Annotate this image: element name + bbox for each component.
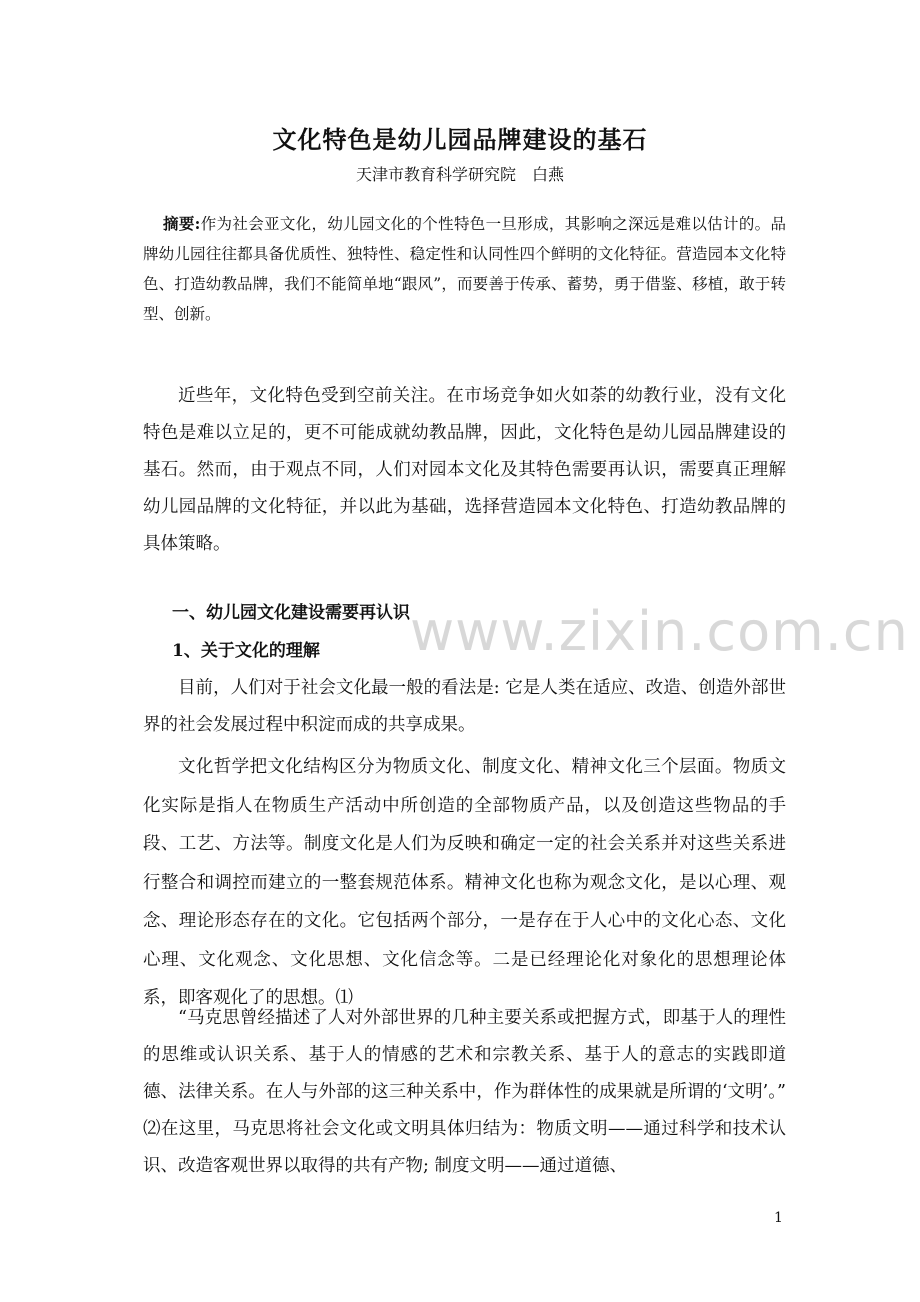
author-line: 天津市教育科学研究院 白燕 bbox=[355, 165, 564, 184]
page-number: 1 bbox=[774, 1210, 783, 1226]
intro-paragraph: 近些年，文化特色受到空前关注。在市场竞争如火如荼的幼教行业，没有文化特色是难以立足的，更不可能成就幼教品牌，因此，文化特色是幼儿园品牌建设的基石。然而，由于观点不同，人们对园本文化及其特色需要再认识，需要真正理解幼儿园品牌的文化特征，并以此为基础，选择营造园本文化特色、打造幼教品牌的具体策略。 bbox=[143, 386, 786, 554]
abstract-text: 作为社会亚文化，幼儿园文化的个性特色一旦形成，其影响之深远是难以估计的。品牌幼儿园往往都具备优质性、独特性、稳定性和认同性四个鲜明的文化特征。营造园本文化特色、打造幼教品牌，我们不能简单地“跟风”，而要善于传承、蓄势，勇于借鉴、移植，敢于转型、创新。 bbox=[143, 215, 786, 323]
abstract bbox=[143, 209, 786, 329]
subsection-heading: 1、关于文化的理解 bbox=[172, 641, 320, 661]
watermark: www.zixin.com.cn bbox=[410, 600, 909, 663]
paragraph-culture-definition: 目前，人们对于社会文化最一般的看法是: 它是人类在适应、改造、创造外部世界的社会发展过程中积淀而成的共享成果。 bbox=[143, 678, 786, 735]
paragraph-culture-structure: 文化哲学把文化结构区分为物质文化、制度文化、精神文化三个层面。物质文化实际是指人在物质生产活动中所创造的全部物质产品，以及创造这些物品的手段、工艺、方法等。制度文化是人们为反映和确定一定的社会关系并对这些关系进行整合和调控而建立的一整套规范体系。精神文化也称为观念文化，是以心理、观念、理论形态存在的文化。它包括两个部分，一是存在于人心中的文化心态、文化心理、文化观念、文化思想、文化信念等。二是已经理论化对象化的思想理论体系，即客观化了的思想。⑴ bbox=[143, 757, 786, 1008]
document-title: 文化特色是幼儿园品牌建设的基石 bbox=[272, 125, 648, 154]
section-heading: 一、幼儿园文化建设需要再认识 bbox=[172, 603, 410, 623]
paragraph-marx-quote: “马克思曾经描述了人对外部世界的几种主要关系或把握方式，即基于人的理性的思维或认识关系、基于人的情感的艺术和宗教关系、基于人的意志的实践即道德、法律关系。在人与外部的这三种关系中，作为群体性的成果就是所谓的‘文明’。” ⑵在这里，马克思将社会文化或文明具体归结为：物质文明——通过科学和技术认识、改造客观世界以取得的共有产物; 制度文明——通过道德、 bbox=[143, 1008, 786, 1176]
abstract-label: 摘要: bbox=[163, 214, 201, 233]
